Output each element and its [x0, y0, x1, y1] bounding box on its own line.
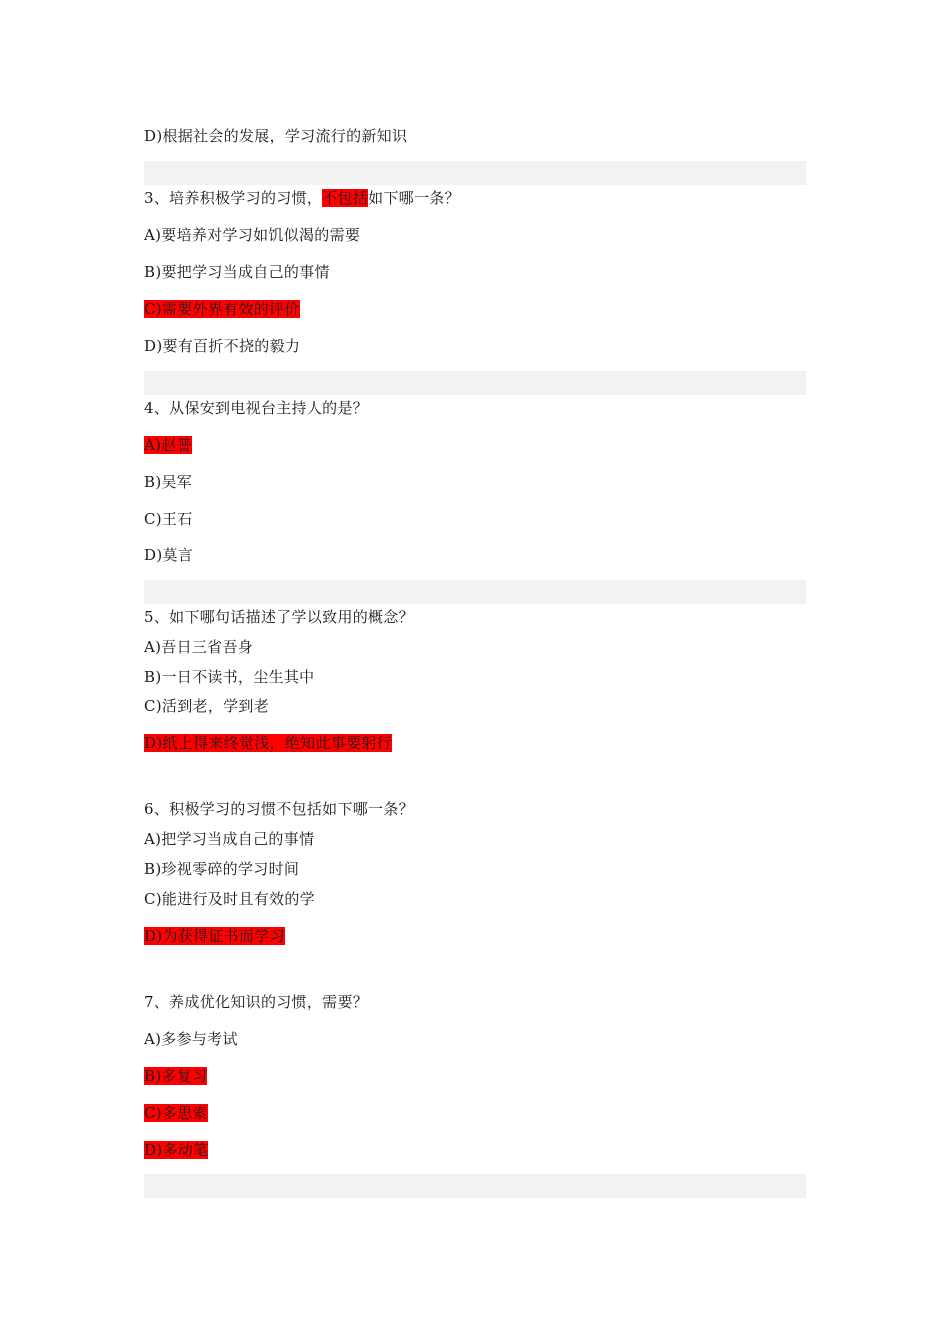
q6-option-c: C)能进行及时且有效的学 [144, 890, 315, 908]
q7-question: 7、养成优化知识的习惯，需要？ [144, 993, 369, 1011]
q7-option-d-text: D)多动笔 [144, 1141, 209, 1159]
q7-option-b-answer [144, 1067, 207, 1085]
q7-option-b-text: B)多复习 [144, 1067, 208, 1085]
separator-band [144, 1174, 806, 1198]
q5-option-d-text: D)纸上得来终觉浅，绝知此事要躬行 [144, 734, 392, 752]
separator-band [144, 371, 806, 395]
q3-question-suffix: 如下哪一条？ [368, 189, 460, 207]
q3-option-a: A)要培养对学习如饥似渴的需要 [144, 226, 361, 244]
q6-question: 6、积极学习的习惯不包括如下哪一条？ [144, 800, 414, 818]
q5-option-c: C)活到老，学到老 [144, 697, 270, 715]
q4-option-a-text: A)赵普 [144, 436, 192, 454]
q6-option-b: B)珍视零碎的学习时间 [144, 860, 300, 878]
q3-option-d: D)要有百折不挠的毅力 [144, 337, 301, 355]
q5-option-b: B)一日不读书，尘生其中 [144, 668, 315, 686]
separator-band [144, 161, 806, 185]
q3-question [144, 189, 460, 207]
q5-option-d-answer [144, 734, 392, 752]
q6-option-d-answer [144, 927, 285, 945]
q5-question: 5、如下哪句话描述了学以致用的概念？ [144, 608, 414, 626]
separator-band [144, 580, 806, 604]
q3-option-b: B)要把学习当成自己的事情 [144, 263, 330, 281]
q6-option-a: A)把学习当成自己的事情 [144, 830, 315, 848]
q5-option-a: A)吾日三省吾身 [144, 638, 254, 656]
q4-option-a-answer [144, 436, 192, 454]
q7-option-c-text: C)多思索 [144, 1104, 208, 1122]
q7-option-a: A)多参与考试 [144, 1030, 238, 1048]
q3-option-c-text: C)需要外界有效的评价 [144, 300, 300, 318]
q7-option-c-answer [144, 1104, 208, 1122]
q4-question: 4、从保安到电视台主持人的是？ [144, 399, 369, 417]
q4-option-c: C)王石 [144, 510, 193, 528]
q3-question-highlight: 不包括 [322, 189, 369, 207]
q3-option-c-answer [144, 300, 300, 318]
q4-option-b: B)吴军 [144, 473, 193, 491]
q6-option-d-text: D)为获得证书而学习 [144, 927, 285, 945]
q2-option-d: D)根据社会的发展，学习流行的新知识 [144, 127, 408, 145]
q3-question-prefix: 3、培养积极学习的习惯， [144, 189, 323, 207]
q4-option-d: D)莫言 [144, 546, 194, 564]
q7-option-d-answer [144, 1141, 208, 1159]
